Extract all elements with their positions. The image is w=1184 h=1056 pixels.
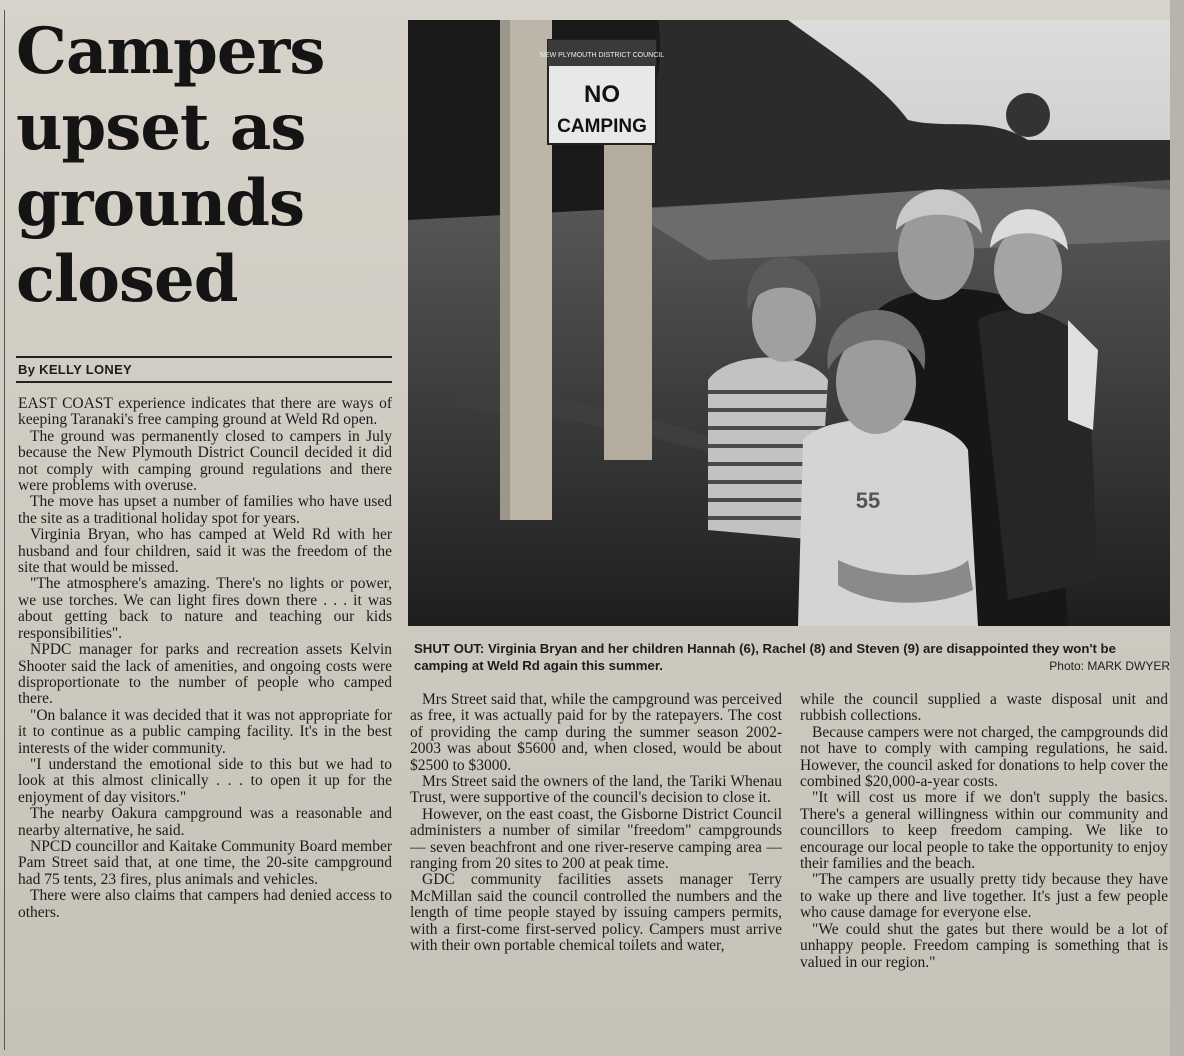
article-photo bbox=[408, 20, 1170, 626]
paragraph: "We could shut the gates but there would be a lot of unhappy people. Freedom camping is something that is valued in our region." bbox=[800, 920, 1168, 971]
headline-line: Campers bbox=[16, 14, 325, 89]
column-rule bbox=[4, 10, 5, 1050]
paragraph: There were also claims that campers had denied access to others. bbox=[18, 887, 392, 921]
caption-lead: SHUT OUT: bbox=[414, 641, 485, 656]
paragraph: The ground was permanently closed to campers in July because the New Plymouth District Council decided it did not comply with camping ground regulations and there were problems with overuse. bbox=[18, 427, 392, 495]
paragraph: NPDC manager for parks and recreation assets Kelvin Shooter said the lack of amenities, and ongoing costs were disproportionate to the number of people who camped there. bbox=[18, 641, 392, 708]
byline-rule-bottom bbox=[16, 381, 392, 383]
paragraph: The nearby Oakura campground was a reasonable and nearby alternative, he said. bbox=[18, 805, 392, 839]
sign-text-no: NO bbox=[584, 81, 620, 108]
page-edge bbox=[1170, 0, 1184, 1056]
headline-line: grounds bbox=[16, 166, 304, 241]
sign-text-camping: CAMPING bbox=[557, 116, 647, 137]
sign-header: NEW PLYMOUTH DISTRICT COUNCIL bbox=[539, 52, 665, 59]
headline-line: closed bbox=[16, 242, 238, 317]
paragraph: Mrs Street said that, while the campground was perceived as free, it was actually paid for by the ratepayers. The cost of providing the camp during the summer season 2002-2003 was about $5600 and, when closed, would be about $2500 to $3000. bbox=[410, 691, 782, 774]
article-column-1 bbox=[18, 396, 392, 921]
photo-caption bbox=[414, 640, 1170, 675]
paragraph: GDC community facilities assets manager Terry McMillan said the council controlled the numbers and the length of time people stayed by issuing campers permits, with a first-come first-served policy. Campers must arrive with their own portable chemical toilets and water, bbox=[410, 871, 782, 955]
paragraph: EAST COAST experience indicates that there are ways of keeping Taranaki's free camping ground at Weld Rd open. bbox=[18, 395, 392, 429]
paragraph: while the council supplied a waste disposal unit and rubbish collections. bbox=[800, 691, 1168, 725]
paragraph: "On balance it was decided that it was not appropriate for it to continue as a public camping facility. It's in the best interests of the wider community. bbox=[18, 706, 392, 757]
headline-line: upset as bbox=[16, 90, 306, 165]
paragraph: NPCD councillor and Kaitake Community Board member Pam Street said that, at one time, the 20-site campground had 75 tents, 23 fires, plus animals and vehicles. bbox=[18, 837, 392, 888]
byline-rule-top bbox=[16, 356, 392, 358]
paragraph: Because campers were not charged, the campgrounds did not have to comply with camping regulations, he said. However, the council asked for donations to help cover the combined $20,000-a-year costs. bbox=[800, 723, 1168, 791]
paragraph: The move has upset a number of families who have used the site as a traditional holiday spot for years. bbox=[18, 493, 392, 527]
paragraph: "It will cost us more if we don't supply the basics. There's a general willingness within our community and councillors to keep freedom camping. We like to encourage our local people to take the opportunity to enjoy their families and the beach. bbox=[800, 789, 1168, 873]
paragraph: Mrs Street said the owners of the land, the Tariki Whenau Trust, were supportive of the council's decision to close it. bbox=[410, 773, 782, 807]
article-column-2 bbox=[410, 692, 782, 955]
caption-text: Virginia Bryan and her children Hannah (6), Rachel (8) and Steven (9) are disappointed they won't be camping at Weld Rd again this summer. bbox=[414, 641, 1116, 673]
paragraph: "The atmosphere's amazing. There's no lights or power, we use torches. We can light fires down there . . . it was about getting back to nature and teaching our kids responsibilities". bbox=[18, 575, 392, 642]
article-column-3 bbox=[800, 692, 1168, 971]
photo-illustration bbox=[408, 20, 1170, 626]
byline: By KELLY LONEY bbox=[18, 362, 133, 377]
shirt-number: 55 bbox=[855, 488, 881, 513]
paragraph: However, on the east coast, the Gisborne District Council administers a number of similar "freedom" campgrounds — seven beachfront and one river-reserve camping area — ranging from 20 sites to 200 at peak time. bbox=[410, 805, 782, 873]
paragraph: Virginia Bryan, who has camped at Weld Rd with her husband and four children, said it was the freedom of the site that would be missed. bbox=[18, 526, 392, 577]
photo-credit: Photo: MARK DWYER bbox=[1049, 659, 1170, 673]
paragraph: "I understand the emotional side to this but we had to look at this almost clinically . . . to open it up for the enjoyment of day visitors." bbox=[18, 755, 392, 806]
paragraph: "The campers are usually pretty tidy because they have to wake up there and live together. It's just a few people who cause damage for everyone else. bbox=[800, 871, 1168, 922]
headline bbox=[16, 14, 396, 318]
